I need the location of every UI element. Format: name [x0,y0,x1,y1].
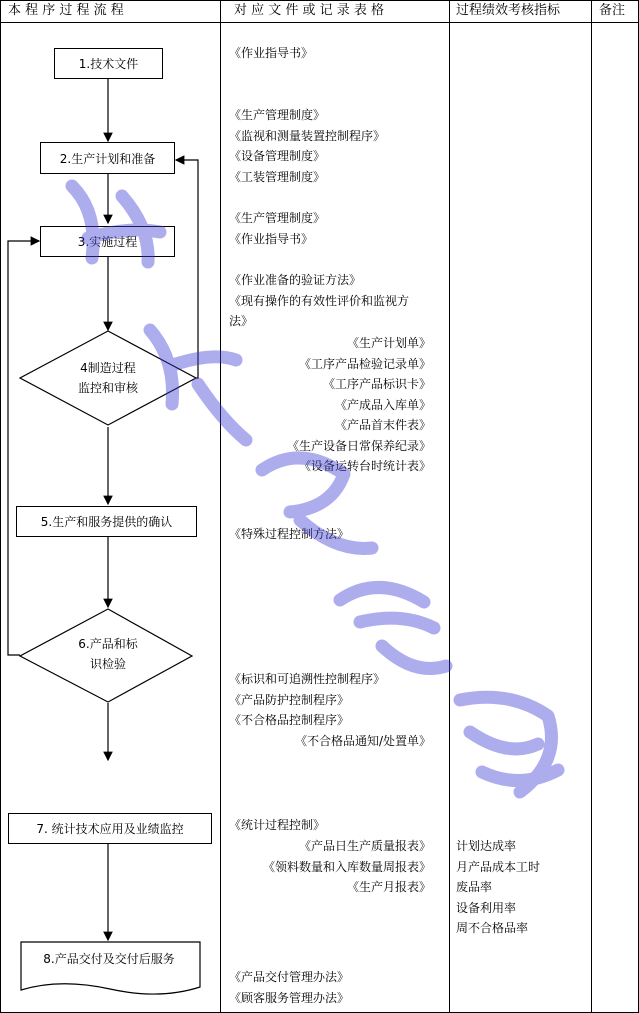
doc-item: 《作业指导书》 [229,231,314,246]
doc-item: 《产品日生产质量报表》 [298,839,431,853]
flow-step-delivery: 8.产品交付及交付后服务 [43,952,175,966]
flow-step-label: 6.产品和标 [78,637,138,651]
flow-step-label: 识检验 [89,657,126,671]
doc-group-7-records [263,836,431,898]
doc-item: 《产品防护控制程序》 [229,692,350,707]
doc-item: 《特殊过程控制方法》 [229,527,350,541]
flow-step-label: 监控和审核 [77,381,138,395]
doc-item: 《领料数量和入库数量周报表》 [262,859,431,874]
doc-item: 《生产管理制度》 [229,108,326,122]
flow-step-label: 3.实施过程 [77,235,138,249]
doc-group-7 [229,815,325,836]
doc-group-2 [229,105,385,187]
header-remarks: 备注 [599,3,626,18]
doc-group-4-records [287,333,431,477]
doc-item: 《工序产品标识卡》 [322,377,431,391]
doc-group-3 [229,208,325,249]
doc-group-1 [229,43,313,64]
doc-item: 《生产计划单》 [346,336,431,350]
doc-item: 《标识和可追溯性控制程序》 [229,672,386,686]
indicator-list [456,836,540,939]
doc-item: 《不合格品控制程序》 [229,713,350,727]
doc-item: 《设备运转台时统计表》 [298,459,431,473]
doc-item: 《现有操作的有效性评价和监视方 [229,293,410,308]
indicator-item: 月产品成本工时 [456,859,541,874]
doc-item: 《工序产品检验记录单》 [298,356,431,371]
header-documents: 对 应 文 件 或 记 录 表 格 [234,3,385,18]
doc-item: 《监视和测量装置控制程序》 [229,128,386,143]
indicator-item: 废品率 [456,880,493,894]
doc-item: 《不合格品通知/处置单》 [294,734,431,748]
flow-step-label: 4制造过程 [80,361,136,375]
doc-item: 《生产设备日常保养纪录》 [286,438,431,453]
doc-item: 《统计过程控制》 [229,818,326,832]
flow-step-label: 2.生产计划和准备 [59,151,156,166]
header-process-flow: 本 程 序 过 程 流 程 [8,3,124,18]
doc-item: 《作业指导书》 [229,46,314,60]
doc-item: 《顾客服务管理办法》 [229,990,350,1005]
flow-step-label: 5.生产和服务提供的确认 [40,515,173,529]
flow-step-label: 1.技术文件 [78,57,139,71]
doc-item: 《产成品入库单》 [334,397,431,412]
doc-item: 《生产月报表》 [346,880,431,894]
header-indicators: 过程绩效考核指标 [456,3,561,18]
doc-item: 《产品首末件表》 [334,418,431,432]
doc-group-6 [229,669,385,731]
doc-item: 《设备管理制度》 [229,149,326,163]
doc-group-4 [229,270,409,332]
doc-item: 《产品交付管理办法》 [229,970,350,984]
indicator-item: 设备利用率 [456,900,517,915]
doc-group-6-records [295,731,431,752]
doc-item: 《作业准备的验证方法》 [229,273,362,287]
doc-item: 法》 [229,314,254,328]
indicator-item: 周不合格品率 [456,921,529,935]
flow-step-label: 7. 统计技术应用及业绩监控 [36,822,184,836]
doc-group-5 [229,524,349,545]
doc-item: 《生产管理制度》 [229,211,326,225]
doc-item: 《工装管理制度》 [229,169,326,184]
indicator-item: 计划达成率 [456,839,517,853]
doc-group-8 [229,967,349,1008]
